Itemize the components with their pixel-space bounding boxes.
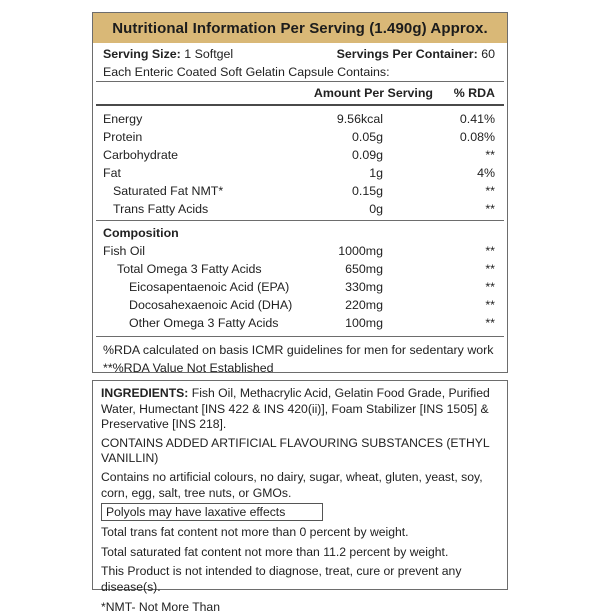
nutrient-amount: 330mg xyxy=(345,280,383,294)
nutrient-name: Docosahexaenoic Acid (DHA) xyxy=(129,298,293,312)
nutrient-name: Trans Fatty Acids xyxy=(113,202,209,216)
nutrient-amount: 100mg xyxy=(345,316,383,330)
serving-row xyxy=(93,45,507,63)
composition-list xyxy=(93,242,507,332)
nutrient-name: Carbohydrate xyxy=(103,148,179,162)
nutrient-rda: ** xyxy=(485,298,495,312)
nutrient-amount: 220mg xyxy=(345,298,383,312)
nutrition-title: Nutritional Information Per Serving (1.490g) Approx. xyxy=(93,13,507,43)
nutrient-list xyxy=(93,110,507,218)
table-row xyxy=(93,296,507,314)
composition-header: Composition xyxy=(103,226,179,240)
table-row xyxy=(93,278,507,296)
nutrient-amount: 0.15g xyxy=(351,184,383,198)
nutrient-amount: 0.05g xyxy=(351,130,383,144)
col-amount-header: Amount Per Serving xyxy=(313,86,433,100)
nutrient-name: Other Omega 3 Fatty Acids xyxy=(129,316,279,330)
table-row xyxy=(93,200,507,218)
divider xyxy=(96,81,504,82)
table-row xyxy=(93,128,507,146)
flavour-note: CONTAINS ADDED ARTIFICIAL FLAVOURING SUBSTANCES (ETHYL VANILLIN) xyxy=(101,435,490,466)
disclaimer: This Product is not intended to diagnose, treat, cure or prevent any disease(s). xyxy=(101,564,462,594)
table-row xyxy=(93,182,507,200)
nutrient-rda: 0.41% xyxy=(459,112,495,126)
rda-footnote: %RDA calculated on basis ICMR guidelines for men for sedentary work xyxy=(103,343,494,357)
ingredients-block xyxy=(93,386,507,433)
nutrient-amount: 1000mg xyxy=(338,244,383,258)
table-row xyxy=(93,146,507,164)
nutrient-amount: 9.56kcal xyxy=(336,112,383,126)
servings-per-container: Servings Per Container: 60 xyxy=(336,47,495,61)
serving-size: Serving Size: 1 Softgel xyxy=(103,47,234,61)
nutrient-name: Eicosapentaenoic Acid (EPA) xyxy=(129,280,290,294)
nutrient-rda: ** xyxy=(485,202,495,216)
nutrient-rda: ** xyxy=(485,316,495,330)
nutrient-name: Fat xyxy=(103,166,121,180)
nutrient-amount: 0.09g xyxy=(351,148,383,162)
nmt-note: *NMT- Not More Than xyxy=(101,599,220,614)
nutrient-rda: ** xyxy=(485,184,495,198)
table-row xyxy=(93,314,507,332)
trans-fat-note: Total trans fat content not more than 0 percent by weight. xyxy=(101,525,409,540)
ingredients-panel xyxy=(92,380,508,614)
column-headers xyxy=(93,84,507,102)
nutrient-name: Total Omega 3 Fatty Acids xyxy=(117,262,262,276)
table-row xyxy=(93,110,507,128)
nutrient-rda: ** xyxy=(485,262,495,276)
rda-not-established-note: **%RDA Value Not Established xyxy=(103,361,274,375)
nutrient-amount: 0g xyxy=(369,202,383,216)
nutrient-name: Fish Oil xyxy=(103,244,145,258)
table-row xyxy=(93,242,507,260)
nutrient-amount: 650mg xyxy=(345,262,383,276)
allergen-note: Contains no artificial colours, no dairy, sugar, wheat, gluten, yeast, soy, corn, egg, salt, tree nuts, or GMOs. xyxy=(101,469,483,500)
table-row xyxy=(93,260,507,278)
polyols-note: Polyols may have laxative effects xyxy=(101,503,323,521)
nutrient-rda: ** xyxy=(485,280,495,294)
nutrient-rda: 0.08% xyxy=(459,130,495,144)
divider xyxy=(96,220,504,221)
capsule-note: Each Enteric Coated Soft Gelatin Capsule Contains: xyxy=(103,65,390,79)
nutrient-amount: 1g xyxy=(369,166,383,180)
polyols-row xyxy=(93,503,507,521)
nutrient-name: Protein xyxy=(103,130,143,144)
divider xyxy=(96,336,504,337)
nutrient-name: Saturated Fat NMT* xyxy=(113,184,224,198)
ingredients-label: INGREDIENTS: xyxy=(101,386,189,400)
nutrient-rda: ** xyxy=(485,244,495,258)
table-row xyxy=(93,164,507,182)
nutrient-rda: ** xyxy=(485,148,495,162)
col-rda-header: % RDA xyxy=(453,86,495,100)
nutrient-name: Energy xyxy=(103,112,143,126)
divider xyxy=(96,104,504,106)
ingredients-text: Fish Oil, Methacrylic Acid, Gelatin Food Grade, Purified Water, Humectant [INS 422 & INS 420(ii)], Foam Stabilizer [INS 1505] & Preservative [INS 218]. xyxy=(101,386,490,432)
nutrient-rda: 4% xyxy=(477,166,495,180)
nutrition-facts-panel xyxy=(92,12,508,373)
sat-fat-note: Total saturated fat content not more than 11.2 percent by weight. xyxy=(101,544,449,559)
